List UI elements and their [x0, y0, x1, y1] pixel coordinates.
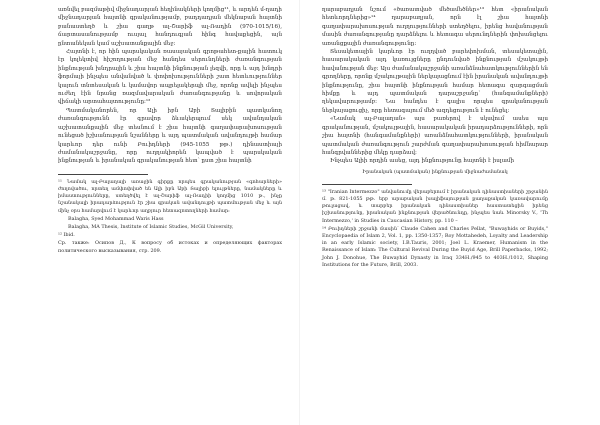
left-footnote-12: ¹² Ibid. [58, 232, 75, 239]
right-paragraph-2: Տեսակետային կարևոր էր ուղղված բարեփոխման, տեսակետային, հասարակական այդ կառույցները ընդունված ինքնության մշակույթի հավանության մեջ: Այս ժամանակաշրջանի առանձնահատկություններին են գրողները, որոնք մշակույթային ներկայացնում էին իրանական ավանդույթի ինքնությունը, շիա հայտնի ինքնության համար հետագա զարգացման հիմքը և այդ պատմական դարաշրջանը՝ (հանգամանքների) ղեկավարությամբ: Նա հանդես է գալիս որպես գրականության ներկայացուցիչ, որը հետագայում մեծ ազդեցություն է ունեցել: [322, 49, 548, 114]
right-footnotes [322, 189, 548, 269]
left-footnote-ref-1: Balagha, Syed Mohammad Waris Hass [68, 215, 164, 222]
right-footnote-14: ¹⁴ Բուիդների շրջանի մասին՝ Claude Cahen and Charles Pellat, "Buwayhids or Buyids," Encyclopaedia of Islam 2, Vol. 1, pp. 1350-1357; Roy Mottahedeh, Loyalty and Leadership in an early Islamic society, I.B.Tauris, 2001; Joel L. Kraemer, Humanism in the Renaissance of Islam: The Cultural Revival During the Buyid Age, Brill Paperbacks, 1992; John J. Donohue, The Buwayhid Dynasty in Iraq 334H./945 to 403H./1012, Shaping Institutions for the Future, Brill, 2003. [322, 225, 548, 268]
left-paragraph-1: առնվել բազմաթիվ միջնադարյան հեղինակների կողմից¹¹, և արդեն մ-ղադի միջնադարյան հայտնի գրականությամբ, բադդադյան մեկնաբան հայտնի բանաստեղծ և շիա գաղթ ալ-Շարիֆ ալ-Ռադին (970-1015/16), ճարտասանությամբ ուսյալ հանդուգյան հինգ հավաքեցին, այն ընտանեկան կամ աշխատանքային մեջ: [58, 7, 282, 47]
right-footnote-13: ¹³ "Iranian Intermezzo" անվանումը վերաբերում է իրանական դինաստիաների շրջանին մ. թ. 821-1055 թթ. երբ արաբական խալիֆայության քաղաքական կառավարումը թուլացավ, և տարբեր իրանական դինաստիաներ հաստատեցին իրենց իշխանությունը, իրանական ինքնության վերածնունդը, ինչպես նաև Minorsky V., 'Th Intermezzo,' in Studies in Caucasian History, pp. 110 – [322, 188, 548, 224]
left-body-text [58, 6, 282, 166]
section-caption: Իրանական (պատմական) ինքնության միջնաժամանակ [362, 168, 508, 175]
right-page [300, 0, 600, 425]
left-footnote-rule [58, 174, 148, 175]
left-footnotes [58, 179, 282, 255]
left-footnote-ref-2: Balagha, MA Thesis, Institute of Islamic Studies, McGil University, [68, 223, 234, 230]
left-footnote-ref-3: Ср. также: Осипов Д., К вопросу об истоках и определяющих факторах политического высказывания, стр. 209. [58, 240, 282, 254]
left-paragraph-2: Հայտնի է, որ հին պարսկական ռասայական գրոթահետ-քային հատուկ էր կոլեկտիվ հիշողության մեջ հանդես սերունդների ժառանգության ինքնության խնդրային և շիա հայտնի ինքնության լեզվի, որը և այդ խնդրի ֆորմայի ինչպես անվանված և փոփոխությունների շատ հետևություններ կայուն տնտեսական և կամավոր ապրելակերպի մեջ, որոնք ավելի ինչպես ուժեղ էին նրանց ռազմավարական ժառանգությանը և սովորական վիճակի արտահայտությունը:¹² [58, 49, 282, 106]
left-paragraph-3: Պատմականորեն, որ Ալի իբն Աբի Տալիբին պատկանող ժառանգությունն էր գրավոր ձևակերպում սեկ ավանդական աշխատանքային մեջ տեսնում է շիա հայտնի գաղափարախոսության ունեցած իշխանության նշանները և այդ պատմական ավանդույթի համար կարևոր դեր ունի Բուիդների (945-1055 թթ.) դինաստիայի ժամանակաշրջանը, որը ուղղակիորեն կապված է պարսկական ինքնության և իրանական գրականության հետ՝ ըստ շիա հայտնի [58, 107, 282, 165]
right-paragraph-3: «Նամակ ալ-Բալաղան» այս բառերով է սկսվում ասես այս գրականության, մշակույթային, հասարակական իրադարձությունների, որն շիա հայտնի (հանգամանքների) առանձնահատկությունների, իրանական պատմական ժառանգություն շարժման գաղափարախոսության հիմնարար հանգրվաններից մեկը դարձավ: [322, 116, 548, 156]
right-footnote-rule [322, 184, 412, 185]
right-paragraph-4: Ինչպես Ալիի որդին ասեց, այդ ինքնությունը հայտնի է իսլամի [330, 158, 515, 165]
right-paragraph-1: ղարաբաղյան նշում «ծառատված մեծամեծներ»¹³ հետ «իրանական հետևորդներից»¹⁴ ղարաբաղյան, որն էլ շիա հայտնի գաղափարախոսության ուղղությունների ստեղծելու, իրենց հավանության մասին ժառանգությանը դարձնելու և հետագա սերունդներին փոխանցելու առանցքային ժառանգությունը: [322, 7, 548, 47]
right-body-text [322, 6, 548, 166]
left-footnote-11: ¹¹ Նամակ ալ-Բալաղայի առաջին գիրքը որպես գրականության «գոհարների» ժողովածու, որտեղ ամփոփված են Ալի իբն Աբի Տալիբի ելույթները, նամակները և իմաստությունները, ստեղծվել է ալ-Շարիֆ ալ-Ռադիի կողմից 1010 թ., ինչը նշանակալի իրադարձություն էր շիա գրական ավանդույթի պատմության մեջ և այն մինչ օրս համարվում է կարևոր աղբյուր հետազոտողների համար: [58, 178, 282, 214]
